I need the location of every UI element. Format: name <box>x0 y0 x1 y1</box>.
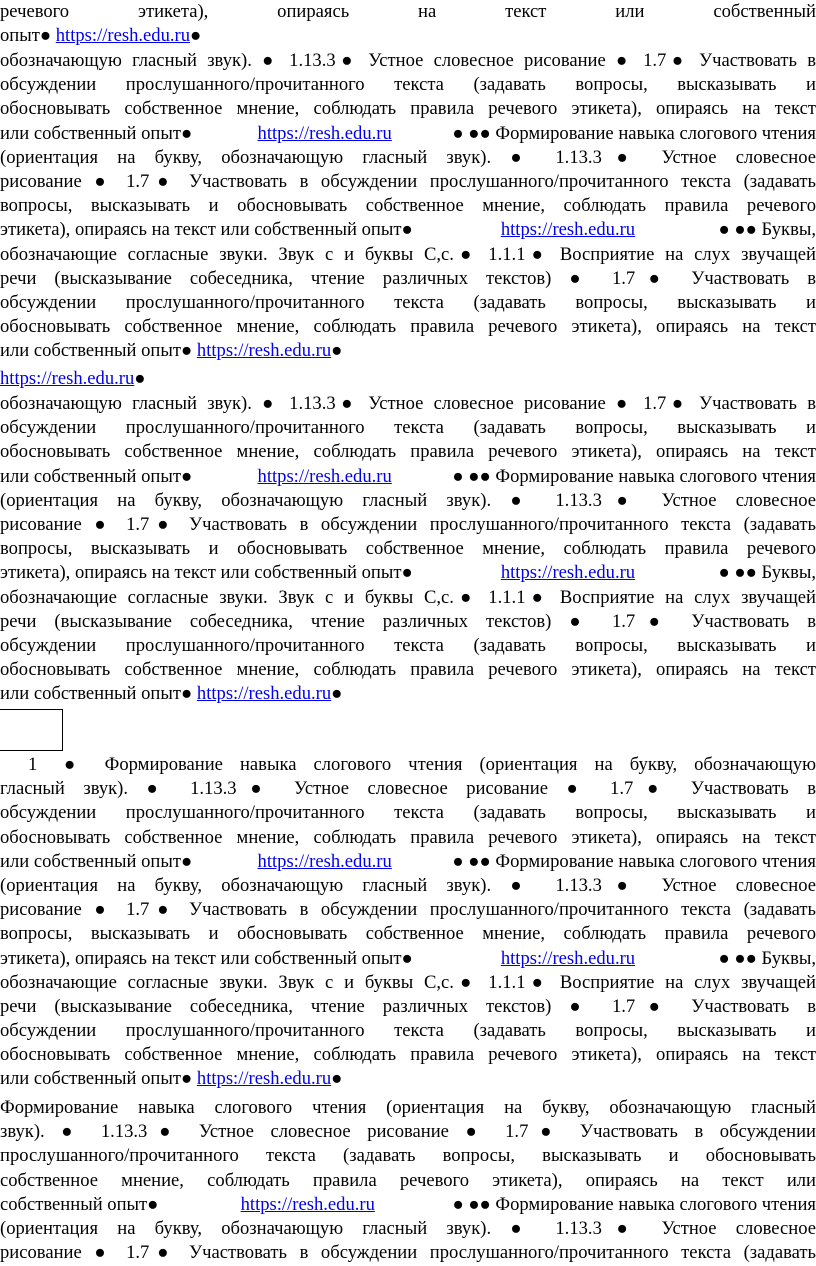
text-line: этикета), опираясь на текст или собственный опыт● https://resh.edu.ru ● ●● Буквы, <box>0 218 816 242</box>
text-line: рисование ● 1.7● Участвовать в обсуждении прослушанного/прочитанного текста (задавать <box>0 170 816 192</box>
link-line <box>0 367 816 391</box>
text-line: этикета), опираясь на текст или собственный опыт● https://resh.edu.ru ● ●● Буквы, <box>0 561 816 585</box>
text-line: обозначающие согласные звуки. Звук с и буквы С,с.● 1.1.1● Восприятие на слух звучащей <box>0 971 816 993</box>
text-line: вопросы, высказывать и обосновывать собственное мнение, соблюдать правила речевого <box>0 195 816 217</box>
text-line: (ориентация на букву, обозначающую гласный звук). ● 1.13.3● Устное словесное <box>0 489 816 511</box>
text-line: или собственный опыт● https://resh.edu.ru ● ●● Формирование навыка слогового чтения <box>0 465 816 489</box>
text-line: обозначающую гласный звук). ● 1.13.3● Устное словесное рисование ● 1.7● Участвовать в <box>0 50 816 71</box>
text-line: обосновывать собственное мнение, соблюдать правила речевого этикета), опираясь на текст <box>0 441 816 463</box>
text-line: или собственный опыт● https://resh.edu.ru● <box>0 683 343 705</box>
text-line: звук). ● 1.13.3● Устное словесное рисование ● 1.7● Участвовать в обсуждении <box>0 1121 816 1143</box>
text-line: речи (высказывание собеседника, чтение различных текстов) ● 1.7● Участвовать в <box>0 267 816 289</box>
table-cell <box>0 709 63 751</box>
text-line: обозначающие согласные звуки. Звук с и буквы С,с.● 1.1.1● Восприятие на слух звучащей <box>0 586 816 608</box>
resh-link[interactable]: https://resh.edu.ru <box>257 850 392 872</box>
resh-link[interactable]: https://resh.edu.ru <box>55 25 191 47</box>
text-line: этикета), опираясь на текст или собственный опыт● https://resh.edu.ru ● ●● Буквы, <box>0 947 816 971</box>
resh-link[interactable]: https://resh.edu.ru <box>196 1068 332 1090</box>
text-line: (ориентация на букву, обозначающую гласный звук). ● 1.13.3● Устное словесное <box>0 1217 816 1239</box>
text-line: гласный звук). ● 1.13.3● Устное словесное рисование ● 1.7● Участвовать в <box>0 778 816 800</box>
text-line: прослушанного/прочитанного текста (задавать вопросы, высказывать и обосновывать <box>0 1145 816 1167</box>
text-line: обосновывать собственное мнение, соблюдать правила речевого этикета), опираясь на текст <box>0 316 816 338</box>
resh-link[interactable]: https://resh.edu.ru <box>500 562 636 584</box>
text-line: обсуждении прослушанного/прочитанного текста (задавать вопросы, высказывать и <box>0 1020 816 1042</box>
text-line: собственный опыт● https://resh.edu.ru ● ●● Формирование навыка слогового чтения <box>0 1193 816 1217</box>
text-line: обсуждении прослушанного/прочитанного текста (задавать вопросы, высказывать и <box>0 634 816 656</box>
row-number: 1 <box>28 754 38 775</box>
text-line: или собственный опыт● https://resh.edu.ru● <box>0 340 343 362</box>
text-line: рисование ● 1.7● Участвовать в обсуждении прослушанного/прочитанного текста (задавать <box>0 1242 816 1264</box>
text-line: или собственный опыт● https://resh.edu.ru ● ●● Формирование навыка слогового чтения <box>0 122 816 146</box>
paragraph-row-1 <box>0 753 816 1092</box>
text-line: обосновывать собственное мнение, соблюдать правила речевого этикета), опираясь на текст <box>0 98 816 120</box>
text-line: ● Формирование навыка слогового чтения (ориентация на букву, обозначающую <box>64 754 816 775</box>
text-line: вопросы, высказывать и обосновывать собственное мнение, соблюдать правила речевого <box>0 538 816 560</box>
resh-link[interactable]: https://resh.edu.ru <box>196 340 332 362</box>
text-line: или собственный опыт● https://resh.edu.ru ● ●● Формирование навыка слогового чтения <box>0 850 816 874</box>
text-line: обсуждении прослушанного/прочитанного текста (задавать вопросы, высказывать и <box>0 291 816 313</box>
text-line: вопросы, высказывать и обосновывать собственное мнение, соблюдать правила речевого <box>0 923 816 945</box>
text-line: собственное мнение, соблюдать правила речевого этикета), опираясь на текст или <box>0 1169 816 1191</box>
text-line: речи (высказывание собеседника, чтение различных текстов) ● 1.7● Участвовать в <box>0 610 816 632</box>
text-line: обсуждении прослушанного/прочитанного текста (задавать вопросы, высказывать и <box>0 802 816 824</box>
resh-link[interactable]: https://resh.edu.ru <box>257 465 392 487</box>
resh-link[interactable]: https://resh.edu.ru <box>500 947 636 969</box>
text-line: обозначающие согласные звуки. Звук с и буквы С,с.● 1.1.1● Восприятие на слух звучащей <box>0 243 816 265</box>
text-line: рисование ● 1.7● Участвовать в обсуждении прослушанного/прочитанного текста (задавать <box>0 513 816 535</box>
text-line: обозначающую гласный звук). ● 1.13.3● Устное словесное рисование ● 1.7● Участвовать в <box>0 393 816 414</box>
text-line: Формирование навыка слогового чтения (ориентация на букву, обозначающую гласный <box>0 1097 816 1118</box>
text-line: https://resh.edu.ru● <box>0 368 146 389</box>
paragraph-last <box>0 1096 816 1265</box>
text-line: обосновывать собственное мнение, соблюдать правила речевого этикета), опираясь на текст <box>0 1044 816 1066</box>
resh-link[interactable]: https://resh.edu.ru <box>196 683 332 705</box>
text-line: опыт● https://resh.edu.ru● <box>0 25 202 47</box>
text-line: обосновывать собственное мнение, соблюдать правила речевого этикета), опираясь на текст <box>0 659 816 681</box>
resh-link[interactable]: https://resh.edu.ru <box>240 1193 375 1215</box>
text-line: рисование ● 1.7● Участвовать в обсуждении прослушанного/прочитанного текста (задавать <box>0 899 816 921</box>
paragraph-2 <box>0 392 816 706</box>
text-line: речи (высказывание собеседника, чтение различных текстов) ● 1.7● Участвовать в <box>0 995 816 1017</box>
resh-link[interactable]: https://resh.edu.ru <box>0 368 135 389</box>
text-line: обсуждении прослушанного/прочитанного текста (задавать вопросы, высказывать и <box>0 74 816 96</box>
resh-link[interactable]: https://resh.edu.ru <box>257 122 392 144</box>
text-line: обсуждении прослушанного/прочитанного текста (задавать вопросы, высказывать и <box>0 417 816 439</box>
text-line: или собственный опыт● https://resh.edu.ru● <box>0 1068 343 1090</box>
text-line: речевого этикета), опираясь на текст или собственный <box>0 1 816 22</box>
resh-link[interactable]: https://resh.edu.ru <box>500 219 636 241</box>
paragraph-1 <box>0 49 816 363</box>
paragraph-top <box>0 0 816 48</box>
text-line: (ориентация на букву, обозначающую гласный звук). ● 1.13.3● Устное словесное <box>0 146 816 168</box>
text-line: обосновывать собственное мнение, соблюдать правила речевого этикета), опираясь на текст <box>0 826 816 848</box>
text-line: (ориентация на букву, обозначающую гласный звук). ● 1.13.3● Устное словесное <box>0 874 816 896</box>
